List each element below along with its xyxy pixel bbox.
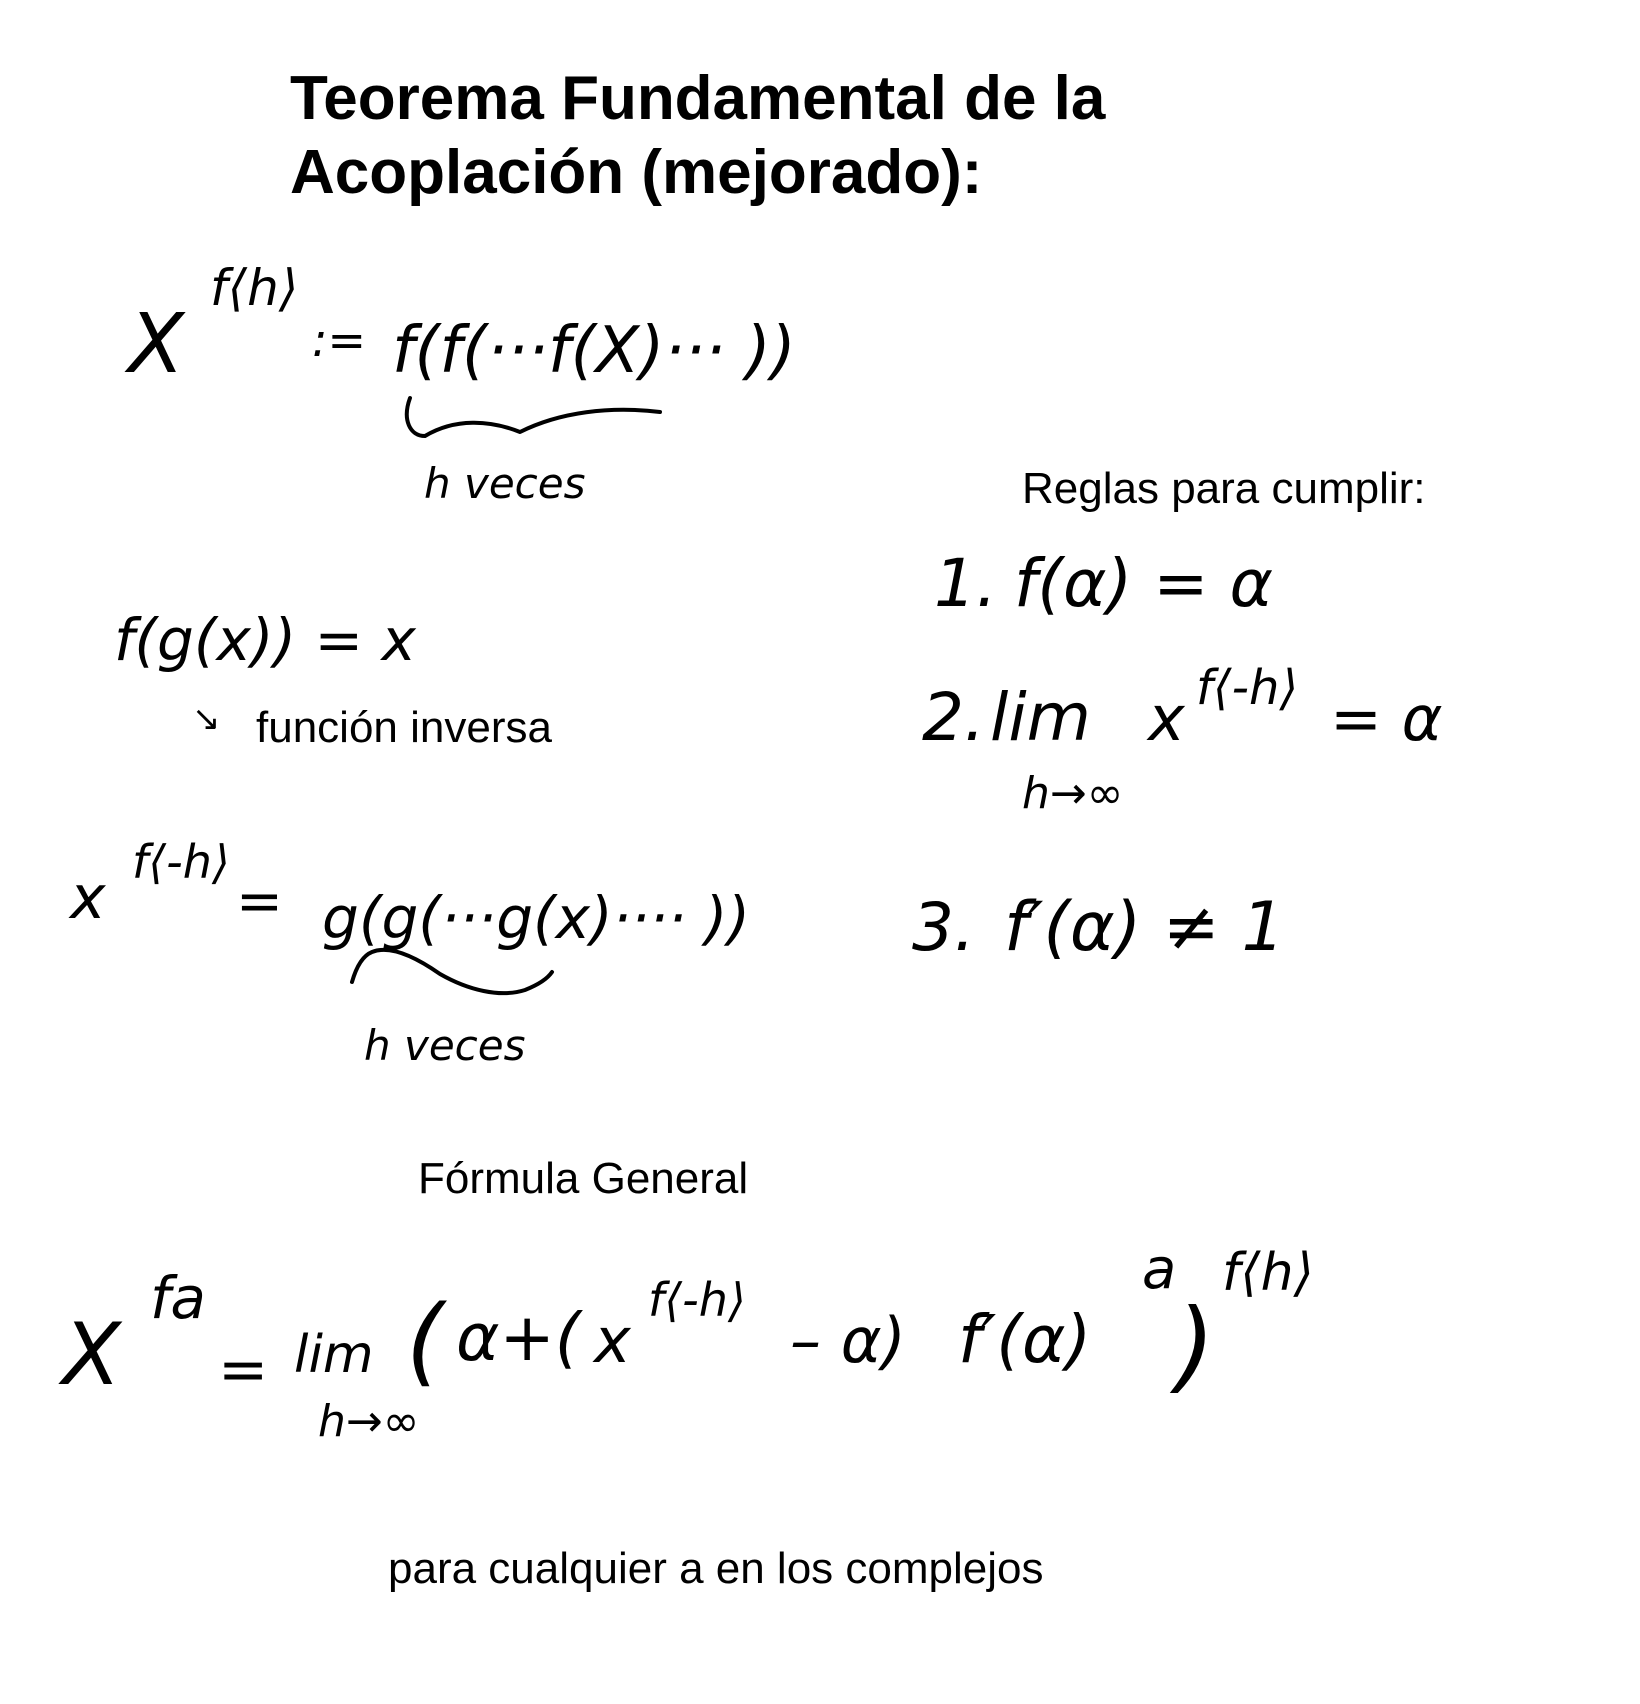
rule-1-number: 1. — [934, 545, 997, 622]
rule-2-lim: lim — [990, 679, 1091, 756]
general-formula-inner-base: x — [594, 1304, 631, 1377]
rule-2-exponent: f⟨-h⟩ — [1196, 660, 1299, 716]
rule-1 — [934, 545, 1273, 622]
negative-iteration-base: x — [70, 863, 106, 933]
rule-2-limit-subscript: h→∞ — [1022, 768, 1124, 819]
definition-underbrace — [407, 398, 660, 436]
inverse-equation-text: f(g(x)) = x — [114, 606, 416, 674]
rule-3-text: f′(α) ≠ 1 — [1004, 888, 1285, 967]
rule-2-base: x — [1148, 682, 1185, 755]
inverse-function-label: función inversa — [256, 703, 552, 752]
footer-note: para cualquier a en los complejos — [388, 1544, 1044, 1593]
negative-iteration-brace-label: h veces — [364, 1021, 526, 1070]
general-formula-minus-alpha: – α) — [790, 1304, 906, 1377]
general-formula-open-paren: ( — [406, 1285, 444, 1397]
general-formula-base: X — [62, 1305, 121, 1405]
definition-rhs: f(f(···f(X)··· )) — [392, 314, 796, 388]
rules-heading: Reglas para cumplir: — [1022, 464, 1426, 513]
title-line-2: Acoplación (mejorado): — [290, 138, 983, 207]
general-formula-lim: lim — [294, 1325, 374, 1385]
rule-1-text: f(α) = α — [1014, 545, 1274, 622]
negative-iteration-equals: = — [236, 869, 283, 934]
definition-assign: := — [312, 313, 367, 367]
negative-iteration-exponent: f⟨-h⟩ — [132, 835, 230, 889]
title-line-1: Teorema Fundamental de la — [290, 64, 1106, 133]
general-formula-equation — [58, 1237, 1314, 1447]
rule-3 — [912, 888, 1285, 967]
rule-2 — [922, 660, 1443, 819]
general-formula-heading: Fórmula General — [418, 1154, 749, 1203]
general-formula-exponent: fa — [150, 1264, 206, 1332]
general-formula-power-a: a — [1142, 1237, 1177, 1302]
general-formula-derivative: f′(α) — [958, 1301, 1092, 1378]
definition-exponent: f⟨h⟩ — [210, 259, 299, 317]
inverse-arrow-icon: ↘ — [192, 699, 221, 739]
inverse-equation — [114, 606, 417, 739]
negative-iteration-underbrace — [352, 950, 552, 993]
negative-iteration-rhs: g(g(···g(x)···· )) — [322, 884, 751, 952]
rule-2-rhs: = α — [1330, 682, 1443, 755]
rule-3-number: 3. — [912, 889, 975, 966]
rule-2-number: 2. — [922, 679, 985, 756]
general-formula-limit-subscript: h→∞ — [318, 1396, 420, 1447]
general-formula-close-paren: ) — [1176, 1287, 1216, 1404]
definition-equation — [124, 259, 796, 508]
definition-base: X — [128, 297, 185, 392]
general-formula-equals: = — [218, 1335, 269, 1405]
definition-brace-label: h veces — [424, 459, 586, 508]
general-formula-inner-exponent: f⟨-h⟩ — [648, 1273, 746, 1327]
general-formula-outer-exponent: f⟨h⟩ — [1222, 1243, 1314, 1303]
negative-iteration-equation — [68, 835, 750, 1070]
general-formula-alpha-plus: α+( — [456, 1299, 581, 1376]
